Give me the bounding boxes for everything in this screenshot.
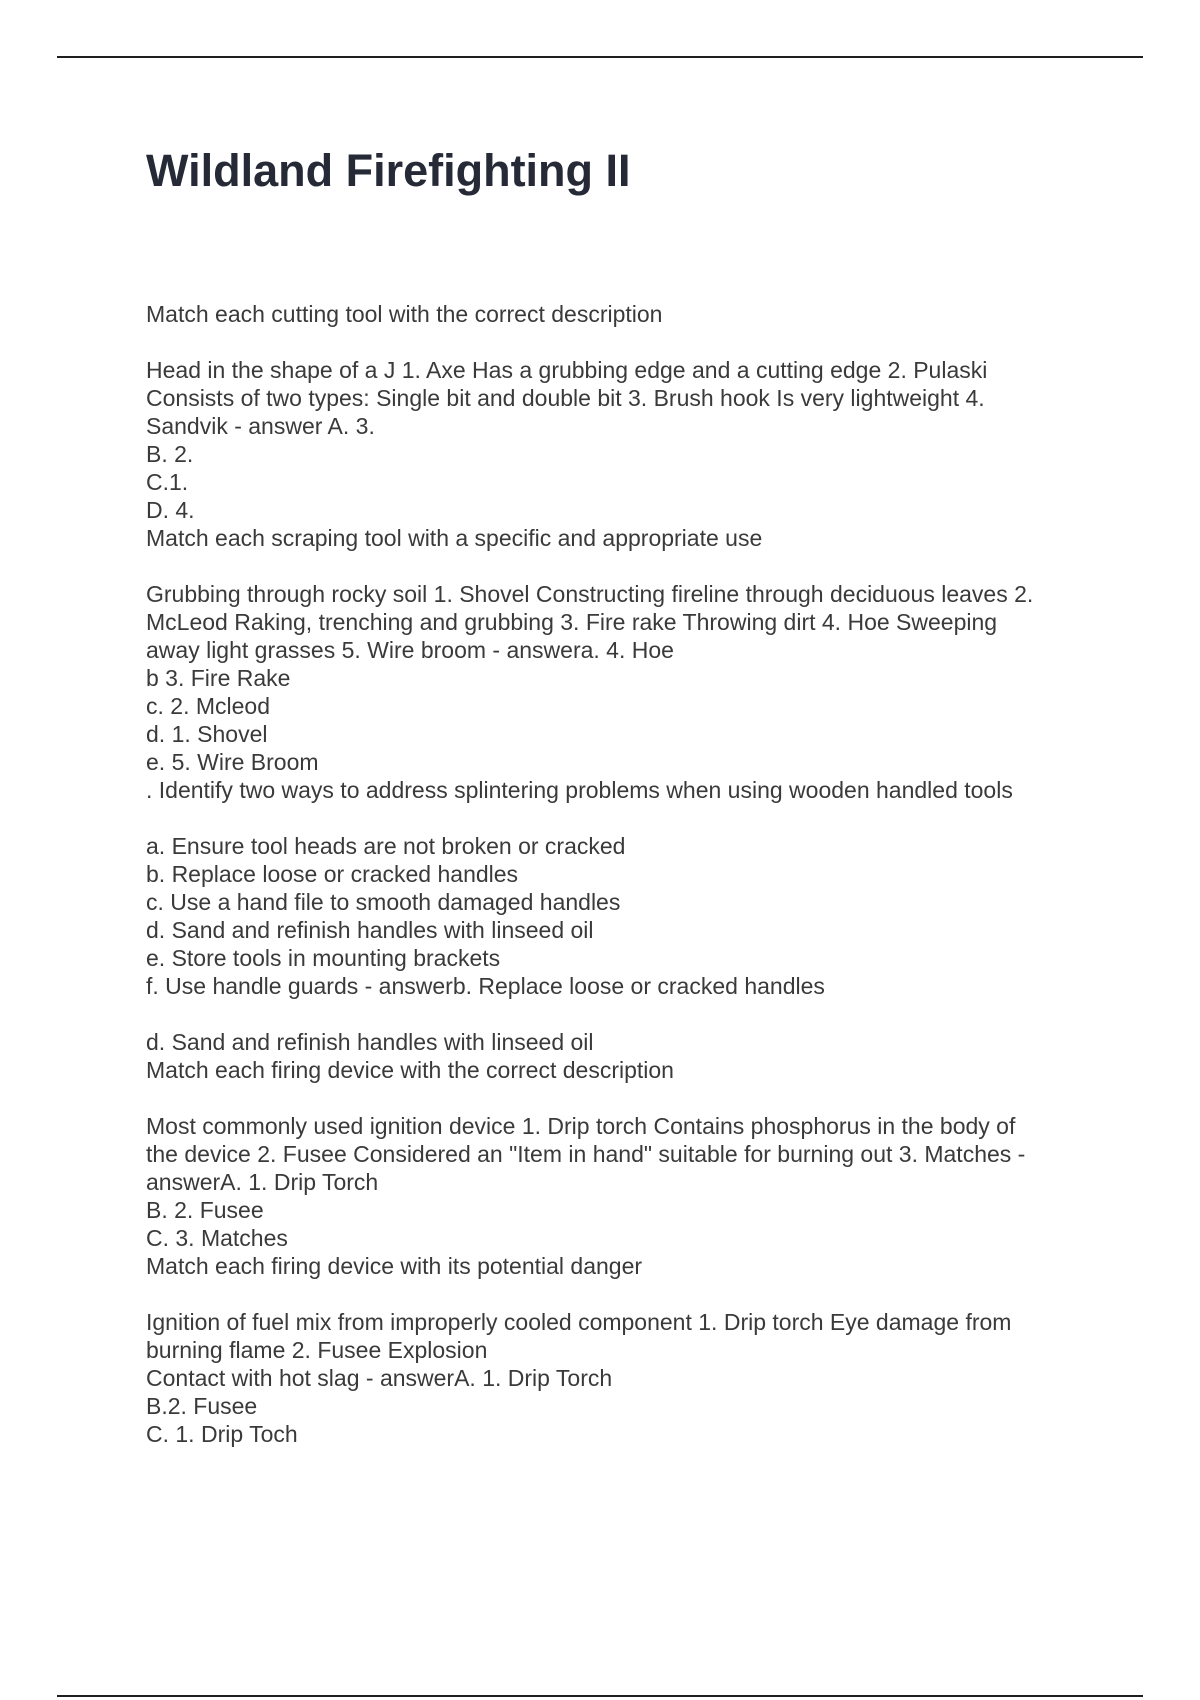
text-line: d. Sand and refinish handles with linseed oil — [146, 1029, 594, 1055]
text-line: Most commonly used ignition device 1. Drip torch Contains phosphorus in the body of — [146, 1113, 1016, 1139]
text-line: Contact with hot slag - answerA. 1. Drip Torch — [146, 1365, 613, 1391]
text-line: C.1. — [146, 469, 189, 495]
text-line: Ignition of fuel mix from improperly cooled component 1. Drip torch Eye damage from — [146, 1309, 1012, 1335]
text-line: burning flame 2. Fusee Explosion — [146, 1337, 488, 1363]
text-line: e. Store tools in mounting brackets — [146, 945, 501, 971]
text-line: C. 3. Matches — [146, 1225, 288, 1251]
question-answer-list — [146, 300, 1106, 1448]
text-line: f. Use handle guards - answerb. Replace loose or cracked handles — [146, 973, 825, 999]
text-line: d. 1. Shovel — [146, 721, 268, 747]
text-line: . Identify two ways to address splintering problems when using wooden handled tools — [146, 777, 1013, 803]
text-line: Match each firing device with its potential danger — [146, 1253, 643, 1279]
text-line: b. Replace loose or cracked handles — [146, 861, 519, 887]
text-line: e. 5. Wire Broom — [146, 749, 319, 775]
text-line: Grubbing through rocky soil 1. Shovel Constructing fireline through deciduous leaves 2. — [146, 581, 1034, 607]
top-rule — [57, 56, 1143, 58]
text-line: Head in the shape of a J 1. Axe Has a grubbing edge and a cutting edge 2. Pulaski — [146, 357, 988, 383]
document-title: Wildland Firefighting II — [146, 145, 631, 196]
text-line: a. Ensure tool heads are not broken or cracked — [146, 833, 626, 859]
bottom-rule — [57, 1695, 1143, 1697]
text-line: c. Use a hand file to smooth damaged handles — [146, 889, 621, 915]
text-line: Sandvik - answer A. 3. — [146, 413, 375, 439]
text-line: C. 1. Drip Toch — [146, 1421, 298, 1447]
text-line: D. 4. — [146, 497, 195, 523]
text-line: the device 2. Fusee Considered an "Item in hand" suitable for burning out 3. Matches - — [146, 1141, 1026, 1167]
text-line: B.2. Fusee — [146, 1393, 258, 1419]
text-line: away light grasses 5. Wire broom - answera. 4. Hoe — [146, 637, 674, 663]
text-block — [146, 1112, 1106, 1280]
text-line: c. 2. Mcleod — [146, 693, 270, 719]
text-line: Consists of two types: Single bit and double bit 3. Brush hook Is very lightweight 4. — [146, 385, 985, 411]
text-line: d. Sand and refinish handles with linseed oil — [146, 917, 594, 943]
text-block — [146, 1308, 1106, 1448]
text-line: Match each firing device with the correct description — [146, 1057, 674, 1083]
text-block — [146, 300, 1106, 328]
text-line: answerA. 1. Drip Torch — [146, 1169, 379, 1195]
text-line: McLeod Raking, trenching and grubbing 3. Fire rake Throwing dirt 4. Hoe Sweeping — [146, 609, 998, 635]
text-line: B. 2. Fusee — [146, 1197, 264, 1223]
document-body — [146, 140, 1106, 1448]
text-block — [146, 356, 1106, 552]
text-line: Match each cutting tool with the correct description — [146, 301, 663, 327]
text-line: B. 2. — [146, 441, 194, 467]
text-block — [146, 832, 1106, 1000]
text-line: Match each scraping tool with a specific and appropriate use — [146, 525, 763, 551]
text-line: b 3. Fire Rake — [146, 665, 291, 691]
text-block — [146, 1028, 1106, 1084]
text-block — [146, 580, 1106, 804]
